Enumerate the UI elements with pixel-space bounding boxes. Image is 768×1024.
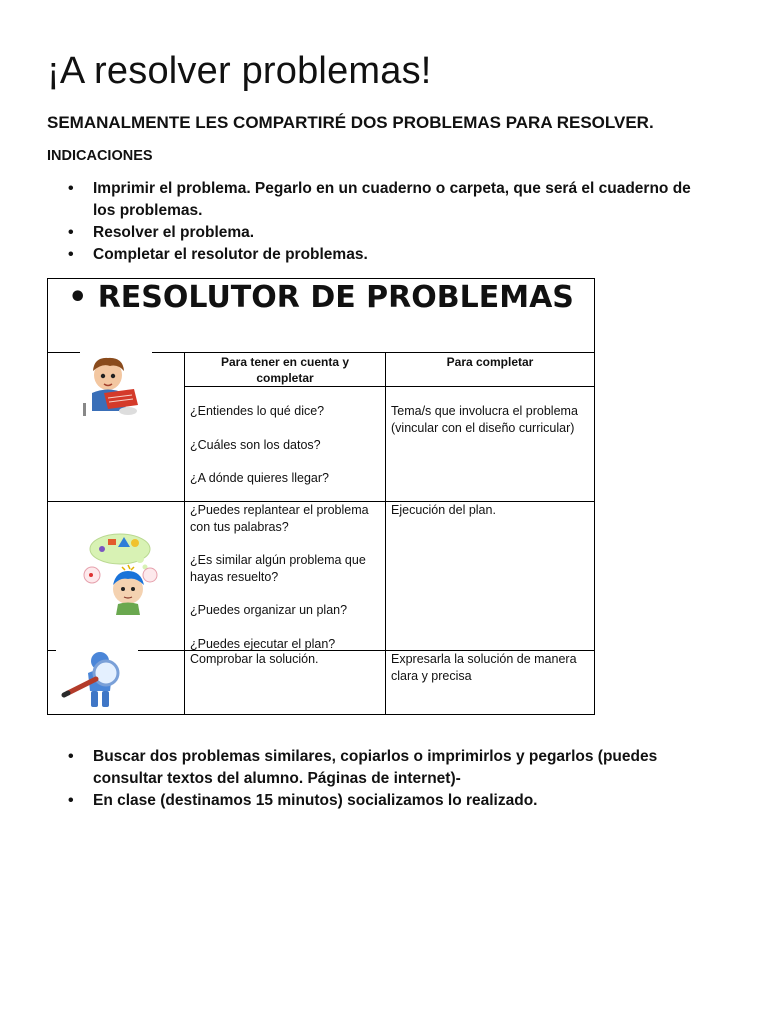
question: ¿Es similar algún problema que hayas resuelto? bbox=[190, 553, 366, 584]
question: ¿Puedes replantear el problema con tus palabras? bbox=[190, 503, 369, 534]
row-2-questions bbox=[190, 502, 384, 652]
indications-label: INDICACIONES bbox=[47, 148, 153, 164]
boy-reading-icon bbox=[80, 353, 152, 421]
column-divider bbox=[184, 352, 185, 715]
resolutor-title: • RESOLUTOR DE PROBLEMAS bbox=[68, 280, 574, 315]
question: Comprobar la solución. bbox=[190, 652, 319, 666]
question: ¿Puedes ejecutar el plan? bbox=[190, 636, 336, 651]
question: ¿Puedes organizar un plan? bbox=[190, 603, 348, 617]
column-divider bbox=[385, 352, 386, 715]
row-1-questions bbox=[190, 403, 382, 487]
row-1-complete: Tema/s que involucra el problema (vincular con el diseño curricular) bbox=[391, 404, 578, 435]
page-title: ¡A resolver problemas! bbox=[47, 50, 432, 92]
resolutor-header bbox=[48, 279, 594, 353]
instruction-item: • Imprimir el problema. Pegarlo en un cuaderno o carpeta, que será el cuaderno de los problemas. bbox=[47, 178, 717, 222]
column-header-consider: Para tener en cuenta y completar bbox=[220, 355, 350, 385]
instruction-item: • Resolver el problema. bbox=[47, 222, 717, 244]
final-instructions-list bbox=[47, 746, 677, 812]
instructions-list bbox=[47, 178, 717, 266]
row-2-complete: Ejecución del plan. bbox=[391, 503, 496, 517]
row-divider bbox=[184, 386, 594, 387]
resolutor-table bbox=[47, 278, 595, 715]
instruction-item: • Completar el resolutor de problemas. bbox=[47, 244, 717, 266]
instruction-item: • En clase (destinamos 15 minutos) socializamos lo realizado. bbox=[47, 790, 677, 812]
question: ¿A dónde quieres llegar? bbox=[190, 471, 329, 485]
magnifying-glass-figure-icon bbox=[60, 649, 140, 711]
question: ¿Entiendes lo qué dice? bbox=[190, 404, 325, 418]
row-3-questions bbox=[190, 651, 384, 668]
column-header-complete: Para completar bbox=[446, 355, 534, 369]
subtitle: SEMANALMENTE LES COMPARTIRÉ DOS PROBLEMAS PARA RESOLVER. bbox=[47, 113, 654, 132]
row-3-complete: Expresarla la solución de manera clara y precisa bbox=[391, 652, 577, 683]
thinking-boy-icon bbox=[78, 529, 172, 617]
question: ¿Cuáles son los datos? bbox=[190, 437, 321, 452]
instruction-item: • Buscar dos problemas similares, copiarlos o imprimirlos y pegarlos (puedes consultar textos del alumno. Páginas de internet)- bbox=[47, 746, 677, 790]
